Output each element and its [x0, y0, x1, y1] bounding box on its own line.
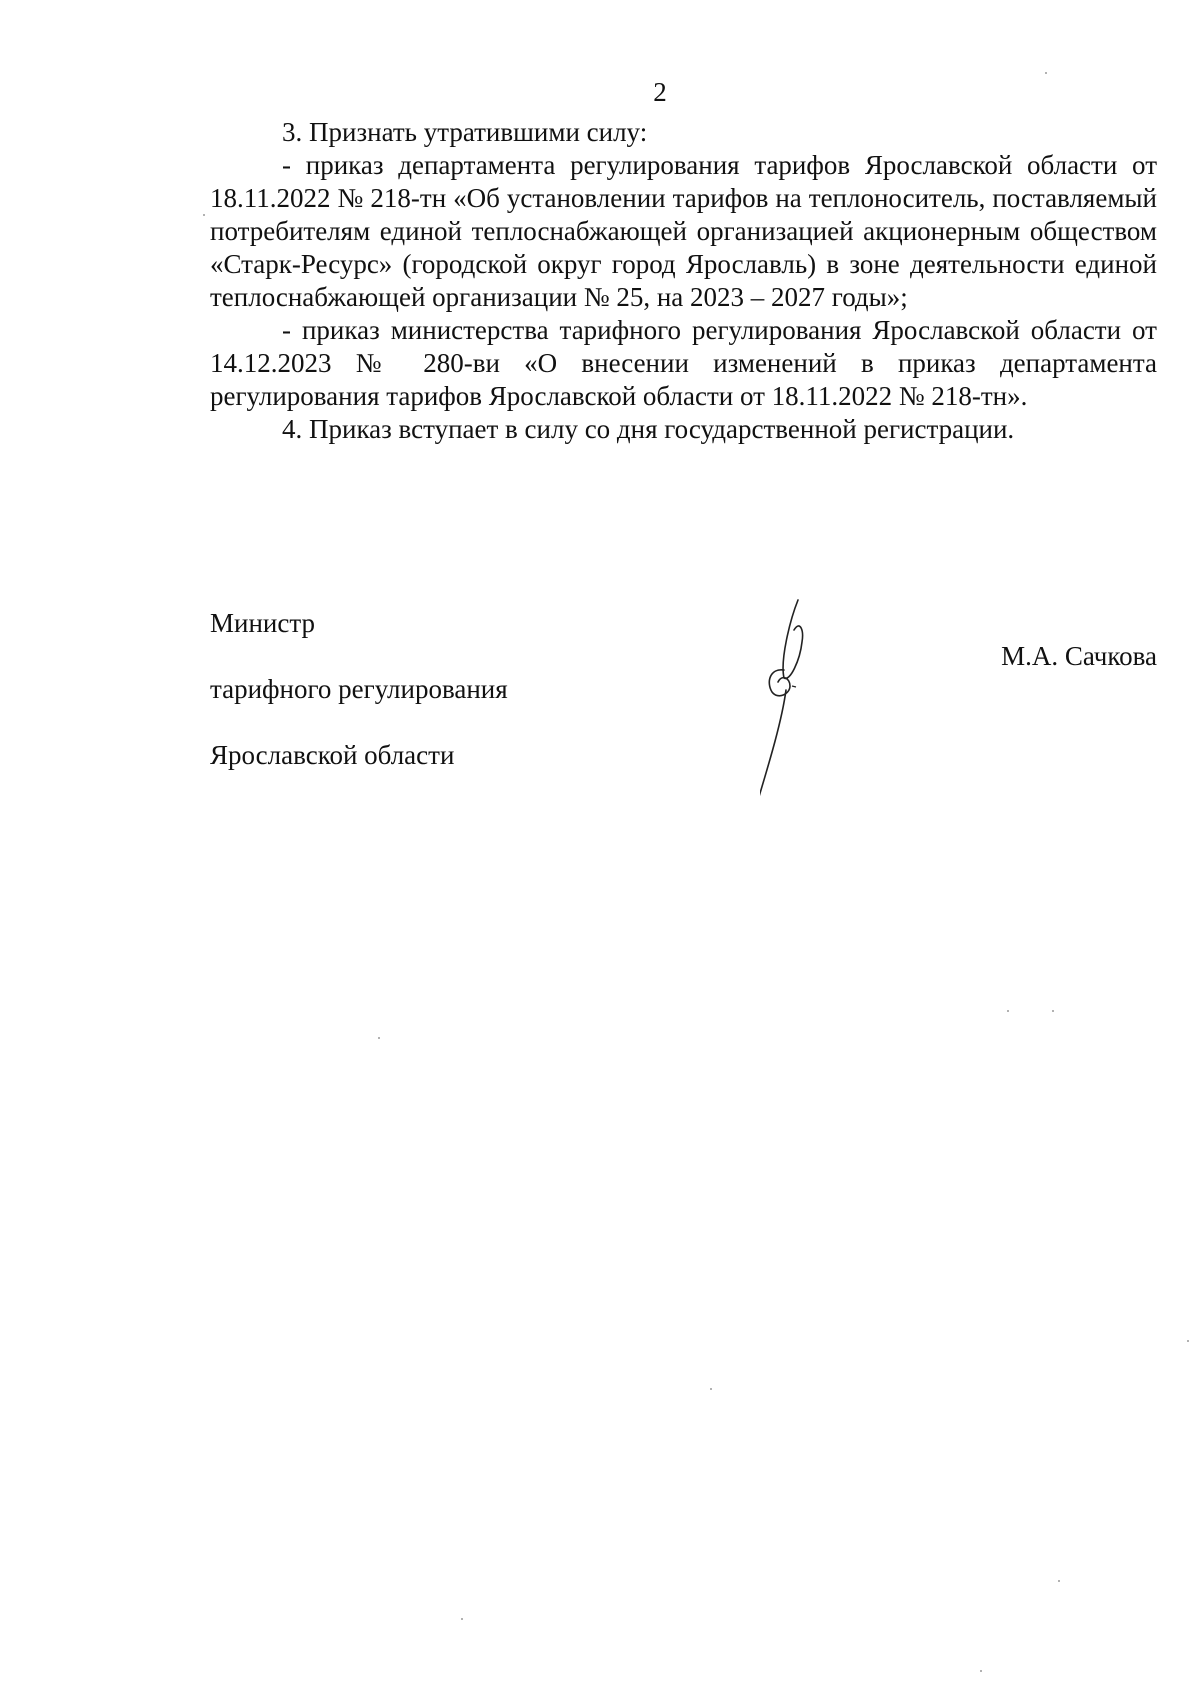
signer-position-line: Министр	[210, 608, 315, 638]
scan-speck	[1187, 1340, 1189, 1342]
signer-name: М.А. Сачкова	[1001, 641, 1157, 671]
page-number: 2	[653, 77, 667, 107]
signer-position-line: Ярославской области	[210, 740, 455, 770]
paragraph-item-3: 3. Признать утратившими силу:	[282, 117, 648, 147]
handwritten-signature	[760, 590, 880, 820]
scan-speck	[1058, 1580, 1060, 1582]
scan-speck	[203, 214, 205, 216]
paragraph-repealed-order-2: - приказ министерства тарифного регулирования Ярославской области от 14.12.2023 № 280-ви «О внесении изменений в приказ департамента регулирования тарифов Ярославской области от 18.11.2022 № 218-тн».	[210, 315, 1157, 411]
scan-speck	[378, 1037, 380, 1039]
scan-speck	[461, 1618, 463, 1620]
document-body	[210, 116, 1157, 446]
scan-speck	[1007, 1010, 1009, 1012]
paragraph-repealed-order-1: - приказ департамента регулирования тарифов Ярославской области от 18.11.2022 № 218-тн «Об установлении тарифов на теплоноситель, поставляемый потребителям единой теплоснабжающей организацией акционерным обществом «Старк-Ресурс» (городской округ город Ярославль) в зоне деятельности единой теплоснабжающей организации № 25, на 2023 – 2027 годы»;	[210, 150, 1157, 312]
paragraph-item-4: 4. Приказ вступает в силу со дня государственной регистрации.	[282, 414, 1015, 444]
signer-position	[210, 574, 508, 805]
scan-speck	[1052, 1010, 1054, 1012]
signer-position-line: тарифного регулирования	[210, 674, 508, 704]
signature-block	[210, 574, 1157, 770]
scan-speck	[1045, 72, 1047, 74]
scan-speck	[980, 1670, 982, 1672]
scan-speck	[710, 1388, 712, 1390]
